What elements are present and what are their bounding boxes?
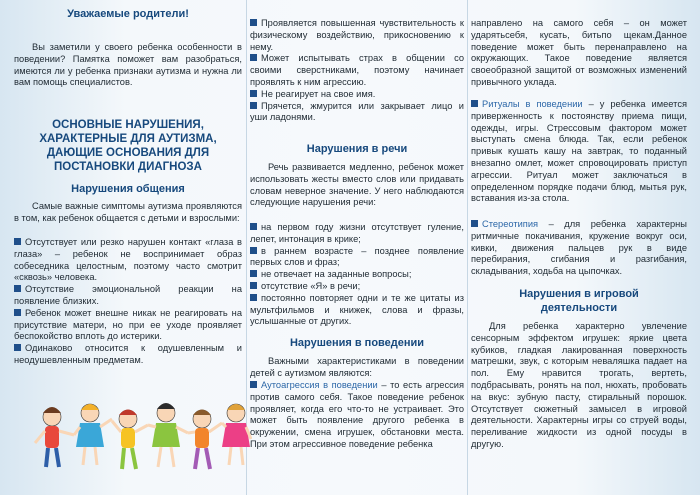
child-figure <box>112 410 148 470</box>
square-bullet-icon <box>250 270 257 277</box>
square-bullet-icon <box>250 90 257 97</box>
square-bullet-icon <box>14 344 21 351</box>
list-item: не отвечает на заданные вопросы; <box>250 269 464 281</box>
rituals-keyword: Ритуалы в поведении <box>482 99 583 109</box>
square-bullet-icon <box>250 294 257 301</box>
square-bullet-icon <box>14 309 21 316</box>
square-bullet-icon <box>14 285 21 292</box>
child-figure <box>148 403 188 467</box>
child-figure <box>74 404 112 465</box>
stereotypy-item: Стереотипия – для ребенка характерны ритмичные покачивания, кружение вокруг оси, кивки, движения пальцев рук в виде перебирания, сгибания и разгибания, складывания, ходьба на цыпочках. <box>471 219 687 277</box>
behavior-heading: Нарушения в поведении <box>289 337 425 349</box>
child-figure <box>188 410 222 470</box>
list-item: на первом году жизни отсутствует гуление, лепет, интонация в крике; <box>250 222 464 244</box>
square-bullet-icon <box>250 247 257 254</box>
speech-list <box>250 222 464 328</box>
square-bullet-icon <box>14 238 21 245</box>
square-bullet-icon <box>250 381 257 388</box>
behavior-intro: Важными характеристиками в поведении детей с аутизмом являются: <box>250 356 464 378</box>
list-item: Проявляется повышенная чувствительность к физическому воздействию, прикосновению к нему. <box>250 18 464 52</box>
list-item: Прячется, жмурится или закрывает лицо и уши ладонями. <box>250 100 464 123</box>
children-illustration <box>30 395 252 485</box>
fold-line-right <box>467 0 468 495</box>
autoaggression-keyword: Аутоагрессия в поведении <box>261 380 378 390</box>
communication-intro: Самые важные симптомы аутизма проявляются в том, как ребенок общается с детьми и взрослыми: <box>14 201 242 223</box>
behavior-continuation: направлено на самого себя – он может ударятьсебя, кусать, битьпо щекам.Данное поведение может быть перенаправлено на окружающих. Такое поведение является своеобразной защитой от возможных изменений привычного уклада. <box>471 18 687 87</box>
play-paragraph: Для ребенка характерно увлечение сенсорным эффектом игрушек: яркие цвета кубиков, гладкая лакированная поверхность матрешки, звук, с которым неваляшка падает на пол. Ему нравится трогать, вертеть, подбрасывать, ронять на пол, нюхать, пробовать на вкус: зубную пасту, стиральный порошок. Отсутствует сюжетный замысел в игровой деятельности. Характерны игры со струей воды, переливание жидкости из одной посуды в другую. <box>471 321 687 449</box>
speech-intro: Речь развивается медленно, ребенок может использовать жесты вместо слов или придавать словам неверное значение. У него наблюдаются следующие нарушения речи: <box>250 162 464 208</box>
rituals-item: Ритуалы в поведении – у ребенка имеется приверженность к постоянству приема пищи, одежды, игры. Стрессовым фактором может выступать смена блюда. Так, если ребенок привык кушать кашу на завтрак, то поданный внезапно омлет, может спровоцировать приступ агрессии. Ритуал может заключаться в определенном порядке подачи блюд, мытья рук, вставания из-за стола. <box>471 99 688 204</box>
list-item: Отсутствует или резко нарушен контакт «глаза в глаза» – ребенок не воспринимает образ собеседника целостным, поэтому часто смотрит «сквозь» человека. <box>14 237 242 283</box>
square-bullet-icon <box>471 220 478 227</box>
column-1 <box>14 0 242 495</box>
communication-list <box>14 237 242 367</box>
square-bullet-icon <box>250 223 257 230</box>
column-3 <box>471 0 687 495</box>
sensitivity-list <box>250 18 464 124</box>
column-2 <box>250 0 464 495</box>
list-item: отсутствие «Я» в речи; <box>250 281 464 293</box>
list-item: Не реагирует на свое имя. <box>250 89 464 101</box>
play-heading: Нарушения в игровой деятельности <box>519 288 639 314</box>
child-figure <box>222 404 251 465</box>
list-item: в раннем возрасте – позднее появление первых слов и фраз; <box>250 245 464 268</box>
intro-paragraph: Вы заметили у своего ребенка особенности в поведении? Памятка поможет вам разобраться, имеются ли у ребенка признаки аутизма и нужна ли вам помощь специалистов. <box>14 42 242 88</box>
autoaggression-item: Аутоагрессия в поведении – то есть агрессия против самого себя. Такое поведение ребенок проявляет, когда его что-то не устраивает. Это может быть появление другого ребенка в окружении, смена игрушек, обстановки места. При этом агрессивное поведение ребенка <box>250 380 464 449</box>
child-figure <box>35 407 74 467</box>
square-bullet-icon <box>250 282 257 289</box>
greeting-heading: Уважаемые родители! <box>67 8 189 20</box>
square-bullet-icon <box>250 19 257 26</box>
speech-heading: Нарушения в речи <box>306 143 408 155</box>
list-item: Ребенок может внешне никак не реагировать на присутствие матери, но при ее уходе проявляет беспокойство вплоть до истерики. <box>14 307 242 342</box>
list-item: Отсутствие эмоциональной реакции на появление близких. <box>14 284 242 306</box>
square-bullet-icon <box>250 102 257 109</box>
list-item: постоянно повторяет одни и те же цитаты из мультфильмов и книжек, слова и фразы, услышанные от других. <box>250 292 464 327</box>
list-item: Одинаково относится к одушевленным и неодушевленным предметам. <box>14 343 242 365</box>
communication-heading: Нарушения общения <box>71 183 185 195</box>
square-bullet-icon <box>471 100 478 107</box>
main-title: ОСНОВНЫЕ НАРУШЕНИЯ, ХАРАКТЕРНЫЕ ДЛЯ АУТИЗМА, ДАЮЩИЕ ОСНОВАНИЯ ДЛЯ ПОСТАНОВКИ ДИАГНОЗА <box>39 119 217 173</box>
square-bullet-icon <box>250 54 257 61</box>
list-item: Может испытывать страх в общении со своими сверстниками, поэтому начинает проявлять к ним агрессию. <box>250 53 464 87</box>
stereotypy-keyword: Стереотипия <box>482 219 539 229</box>
